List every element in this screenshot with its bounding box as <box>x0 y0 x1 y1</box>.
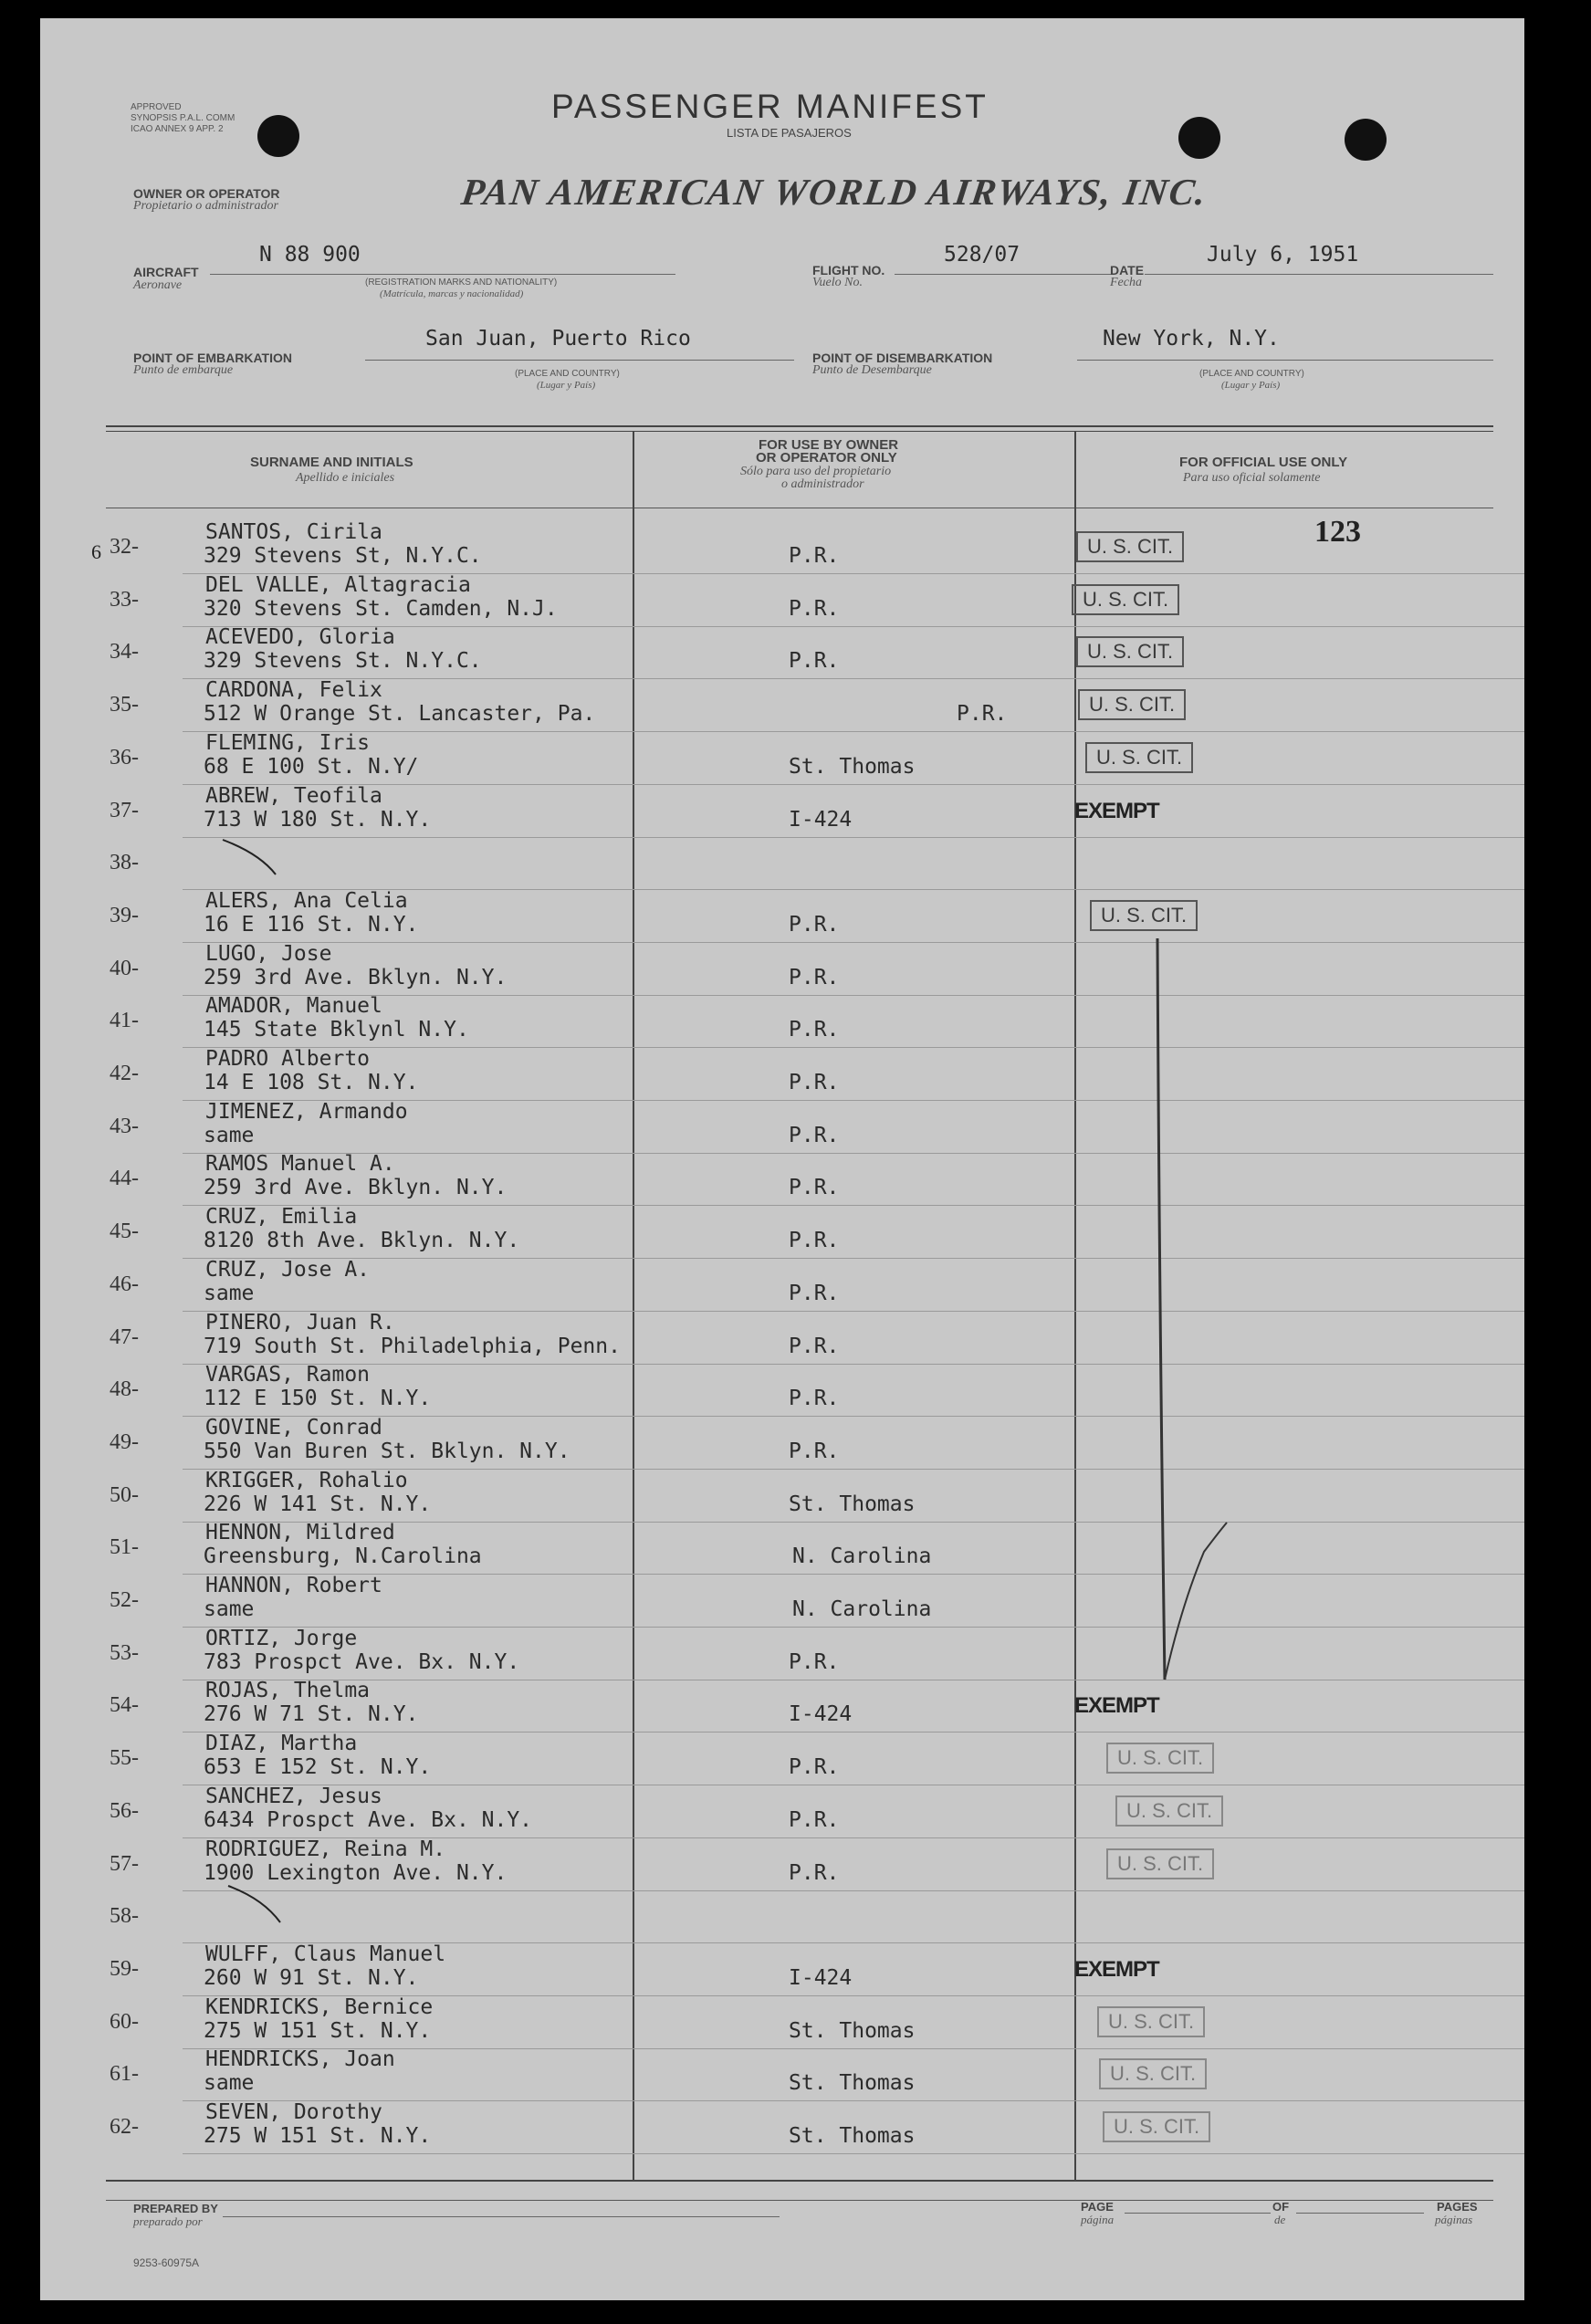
col-header-owner: FOR USE BY OWNER <box>759 437 899 453</box>
status-exempt: EXEMPT <box>1074 1956 1159 1982</box>
status-stamp: U. S. CIT. <box>1072 584 1179 615</box>
passenger-name: CRUZ, Emilia <box>205 1205 358 1230</box>
row-number: 40- <box>110 956 139 980</box>
disembark-label: POINT OF DISEMBARKATION <box>812 351 993 365</box>
passenger-name: KRIGGER, Rohalio <box>205 1468 408 1492</box>
row-number: 44- <box>110 1167 139 1191</box>
passenger-address: 259 3rd Ave. Bklyn. N.Y. <box>204 965 508 989</box>
passenger-address: 550 Van Buren St. Bklyn. N.Y. <box>204 1439 570 1463</box>
passenger-name: SANCHEZ, Jesus <box>205 1784 382 1808</box>
status-stamp: U. S. CIT. <box>1115 1795 1223 1827</box>
passenger-address: 719 South St. Philadelphia, Penn. <box>204 1334 621 1358</box>
status-stamp: U. S. CIT. <box>1085 742 1193 773</box>
passenger-address: same <box>204 1123 255 1147</box>
flight-value: 528/07 <box>944 243 1021 267</box>
status-stamp: U. S. CIT. <box>1099 2058 1207 2089</box>
operator-entry: I-424 <box>789 807 853 832</box>
passenger-address: 1900 Lexington Ave. N.Y. <box>204 1860 508 1885</box>
passenger-address: same <box>204 1597 255 1621</box>
passenger-address: same <box>204 2071 255 2096</box>
embark-note: (PLACE AND COUNTRY) <box>515 369 620 379</box>
flight-label-es: Vuelo No. <box>812 276 863 289</box>
passenger-name: ACEVEDO, Gloria <box>205 625 395 650</box>
passenger-name: PADRO Alberto <box>205 1047 371 1071</box>
status-stamp: U. S. CIT. <box>1076 531 1184 562</box>
operator-entry: P.R. <box>789 1387 840 1411</box>
passenger-address: 112 E 150 St. N.Y. <box>204 1387 432 1411</box>
row-number: 34- <box>110 640 139 665</box>
col-header-owner-es-2: o administrador <box>781 477 864 491</box>
operator-entry: N. Carolina <box>792 1597 932 1621</box>
of-label-es: de <box>1274 2213 1286 2226</box>
row-number: 59- <box>110 1956 139 1981</box>
operator-entry: P.R. <box>789 912 840 937</box>
status-stamp: U. S. CIT. <box>1097 2006 1205 2037</box>
disembark-label-es: Punto de Desembarque <box>812 363 932 377</box>
operator-entry: P.R. <box>789 1176 840 1200</box>
form-number: 9253-60975A <box>133 2256 200 2269</box>
passenger-name: WULFF, Claus Manuel <box>205 1942 446 1966</box>
operator-entry: P.R. <box>789 1334 840 1358</box>
hand-marks <box>40 18 1524 2300</box>
row-number: 39- <box>110 903 139 927</box>
passenger-name: KENDRICKS, Bernice <box>205 1994 434 2019</box>
pages-label: PAGES <box>1437 2200 1478 2214</box>
prepared-by-label: PREPARED BY <box>133 2202 218 2215</box>
passenger-name: SEVEN, Dorothy <box>205 2100 382 2124</box>
row-number: 48- <box>110 1377 139 1402</box>
operator-entry: N. Carolina <box>792 1544 932 1569</box>
row-number: 57- <box>110 1851 139 1876</box>
row-number: 43- <box>110 1114 139 1138</box>
status-stamp: U. S. CIT. <box>1090 900 1198 931</box>
approval-line: ICAO ANNEX 9 APP. 2 <box>131 124 224 134</box>
passenger-address: 259 3rd Ave. Bklyn. N.Y. <box>204 1176 508 1200</box>
operator-entry: P.R. <box>789 1071 840 1094</box>
status-exempt: EXEMPT <box>1074 1693 1159 1719</box>
passenger-name: ALERS, Ana Celia <box>205 888 408 913</box>
embark-note-es: (Lugar y País) <box>537 380 596 391</box>
operator-entry: P.R. <box>789 596 840 621</box>
passenger-address: 275 W 151 St. N.Y. <box>204 2018 432 2043</box>
passenger-address: 16 E 116 St. N.Y. <box>204 912 419 937</box>
row-number: 37- <box>110 798 139 822</box>
row-number: 45- <box>110 1220 139 1244</box>
disembark-note-es: (Lugar y País) <box>1221 380 1281 391</box>
operator-entry: P.R. <box>957 702 1008 727</box>
passenger-name: AMADOR, Manuel <box>205 994 382 1019</box>
row-number: 50- <box>110 1482 139 1507</box>
flight-label: FLIGHT NO. <box>812 263 885 277</box>
row-number: 58- <box>110 1904 139 1929</box>
disembark-note: (PLACE AND COUNTRY) <box>1199 369 1304 379</box>
row-number: 47- <box>110 1324 139 1349</box>
passenger-address: 512 W Orange St. Lancaster, Pa. <box>204 702 596 727</box>
aircraft-note: (REGISTRATION MARKS AND NATIONALITY) <box>365 277 558 288</box>
page-label-es: página <box>1081 2213 1115 2226</box>
passenger-name: JIMENEZ, Armando <box>205 1099 408 1124</box>
embark-label-es: Punto de embarque <box>133 363 234 377</box>
row-number: 36- <box>110 745 139 769</box>
operator-entry: P.R. <box>789 1018 840 1042</box>
strike-mark <box>223 840 276 874</box>
passenger-name: CRUZ, Jose A. <box>205 1257 371 1282</box>
operator-entry: P.R. <box>789 649 840 674</box>
row-number: 56- <box>110 1798 139 1823</box>
operator-entry: P.R. <box>789 544 840 568</box>
approval-line: SYNOPSIS P.A.L. COMM <box>131 113 236 123</box>
operator-entry: P.R. <box>789 965 840 989</box>
passenger-address: 329 Stevens St. N.Y.C. <box>204 649 482 674</box>
passenger-name: ABREW, Teofila <box>205 783 382 808</box>
disembark-value: New York, N.Y. <box>1103 327 1280 351</box>
embark-label: POINT OF EMBARKATION <box>133 351 292 365</box>
passenger-name: VARGAS, Ramon <box>205 1363 371 1387</box>
passenger-name: HENDRICKS, Joan <box>205 2047 395 2072</box>
operator-entry: P.R. <box>789 1649 840 1674</box>
passenger-address: 653 E 152 St. N.Y. <box>204 1755 432 1780</box>
operator-entry: P.R. <box>789 1123 840 1147</box>
operator-entry: St. Thomas <box>789 1492 916 1516</box>
owner-label-es: Propietario o administrador <box>133 199 278 213</box>
passenger-address: 329 Stevens St, N.Y.C. <box>204 544 482 568</box>
row-number: 32- <box>110 535 139 559</box>
passenger-address: 8120 8th Ave. Bklyn. N.Y. <box>204 1229 520 1253</box>
embark-value: San Juan, Puerto Rico <box>425 327 691 351</box>
passenger-address: 320 Stevens St. Camden, N.J. <box>204 596 558 621</box>
row-number: 61- <box>110 2062 139 2087</box>
page-title-es: LISTA DE PASAJEROS <box>727 126 852 140</box>
passenger-address: 275 W 151 St. N.Y. <box>204 2124 432 2148</box>
row-number: 33- <box>110 587 139 612</box>
operator-entry: P.R. <box>789 1807 840 1832</box>
row-number: 54- <box>110 1693 139 1718</box>
passenger-address: 226 W 141 St. N.Y. <box>204 1492 432 1516</box>
operator-entry: I-424 <box>789 1965 853 1990</box>
official-number: 123 <box>1314 515 1361 549</box>
passenger-address: 783 Prospct Ave. Bx. N.Y. <box>204 1649 520 1674</box>
margin-note: 6 <box>91 540 101 563</box>
passenger-name: HENNON, Mildred <box>205 1521 395 1545</box>
aircraft-label-es: Aeronave <box>133 278 183 292</box>
operator-entry: P.R. <box>789 1860 840 1885</box>
date-label-es: Fecha <box>1110 276 1142 289</box>
status-stamp: U. S. CIT. <box>1078 689 1186 720</box>
row-number: 52- <box>110 1588 139 1612</box>
row-number: 46- <box>110 1272 139 1296</box>
operator-entry: P.R. <box>789 1281 840 1305</box>
passenger-name: ROJAS, Thelma <box>205 1679 371 1703</box>
passenger-address: Greensburg, N.Carolina <box>204 1544 482 1569</box>
col-header-official-es: Para uso oficial solamente <box>1183 471 1321 485</box>
ditto-line <box>1157 938 1165 1680</box>
row-number: 38- <box>110 851 139 875</box>
operator-entry: St. Thomas <box>789 2018 916 2043</box>
passenger-address: 713 W 180 St. N.Y. <box>204 807 432 832</box>
row-number: 35- <box>110 693 139 717</box>
strike-mark <box>228 1886 280 1922</box>
passenger-name: CARDONA, Felix <box>205 678 382 703</box>
row-number: 51- <box>110 1535 139 1560</box>
passenger-address: 145 State Bklynl N.Y. <box>204 1018 469 1042</box>
col-header-official: FOR OFFICIAL USE ONLY <box>1179 455 1348 470</box>
approval-line: APPROVED <box>131 102 182 112</box>
aircraft-value: N 88 900 <box>259 243 361 267</box>
passenger-name: RODRIGUEZ, Reina M. <box>205 1837 446 1861</box>
passenger-name: HANNON, Robert <box>205 1574 382 1597</box>
col-header-owner-2: OR OPERATOR ONLY <box>756 450 897 466</box>
pages-label-es: páginas <box>1435 2213 1473 2226</box>
passenger-name: PINERO, Juan R. <box>205 1310 395 1335</box>
operator-entry: St. Thomas <box>789 2124 916 2148</box>
check-mark <box>1165 1523 1227 1680</box>
company-name: PAN AMERICAN WORLD AIRWAYS, INC. <box>458 171 1210 213</box>
status-stamp: U. S. CIT. <box>1103 2111 1210 2142</box>
page-label: PAGE <box>1081 2200 1114 2214</box>
aircraft-label: AIRCRAFT <box>133 265 199 279</box>
passenger-name: DIAZ, Martha <box>205 1732 358 1756</box>
of-label: OF <box>1272 2200 1290 2214</box>
operator-entry: P.R. <box>789 1755 840 1780</box>
col-header-surname-es: Apellido e iniciales <box>296 471 395 485</box>
passenger-name: GOVINE, Conrad <box>205 1415 382 1439</box>
passenger-address: 68 E 100 St. N.Y/ <box>204 754 419 779</box>
operator-entry: P.R. <box>789 1229 840 1253</box>
passenger-address: 276 W 71 St. N.Y. <box>204 1702 419 1727</box>
operator-entry: St. Thomas <box>789 2071 916 2096</box>
passenger-name: DEL VALLE, Altagracia <box>205 572 471 597</box>
row-number: 53- <box>110 1640 139 1665</box>
row-number: 60- <box>110 2009 139 2034</box>
aircraft-note-es: (Matrícula, marcas y nacionalidad) <box>380 288 524 299</box>
passenger-name: SANTOS, Cirila <box>205 520 382 544</box>
status-stamp: U. S. CIT. <box>1106 1848 1214 1879</box>
passenger-name: FLEMING, Iris <box>205 730 371 755</box>
date-label: DATE <box>1110 263 1145 277</box>
row-number: 49- <box>110 1429 139 1454</box>
prepared-by-label-es: preparado por <box>133 2214 203 2228</box>
passenger-name: RAMOS Manuel A. <box>205 1152 395 1177</box>
passenger-address: 6434 Prospct Ave. Bx. N.Y. <box>204 1807 533 1832</box>
row-number: 41- <box>110 1009 139 1033</box>
passenger-address: 14 E 108 St. N.Y. <box>204 1071 419 1094</box>
row-number: 62- <box>110 2115 139 2139</box>
passenger-address: 260 W 91 St. N.Y. <box>204 1965 419 1990</box>
owner-label: OWNER OR OPERATOR <box>133 186 280 201</box>
col-header-surname: SURNAME AND INITIALS <box>250 455 413 470</box>
passenger-address: same <box>204 1281 255 1305</box>
passenger-name: ORTIZ, Jorge <box>205 1626 358 1650</box>
row-number: 42- <box>110 1062 139 1085</box>
status-stamp: U. S. CIT. <box>1106 1743 1214 1774</box>
passenger-name: LUGO, Jose <box>205 941 332 966</box>
operator-entry: I-424 <box>789 1702 853 1727</box>
status-exempt: EXEMPT <box>1074 798 1159 823</box>
page-title: PASSENGER MANIFEST <box>551 88 989 125</box>
status-stamp: U. S. CIT. <box>1076 636 1184 667</box>
col-header-owner-es: Sólo para uso del propietario <box>740 465 892 478</box>
operator-entry: P.R. <box>789 1439 840 1463</box>
row-number: 55- <box>110 1746 139 1771</box>
manifest-sheet <box>40 18 1524 2300</box>
date-value: July 6, 1951 <box>1207 243 1359 267</box>
operator-entry: St. Thomas <box>789 754 916 779</box>
